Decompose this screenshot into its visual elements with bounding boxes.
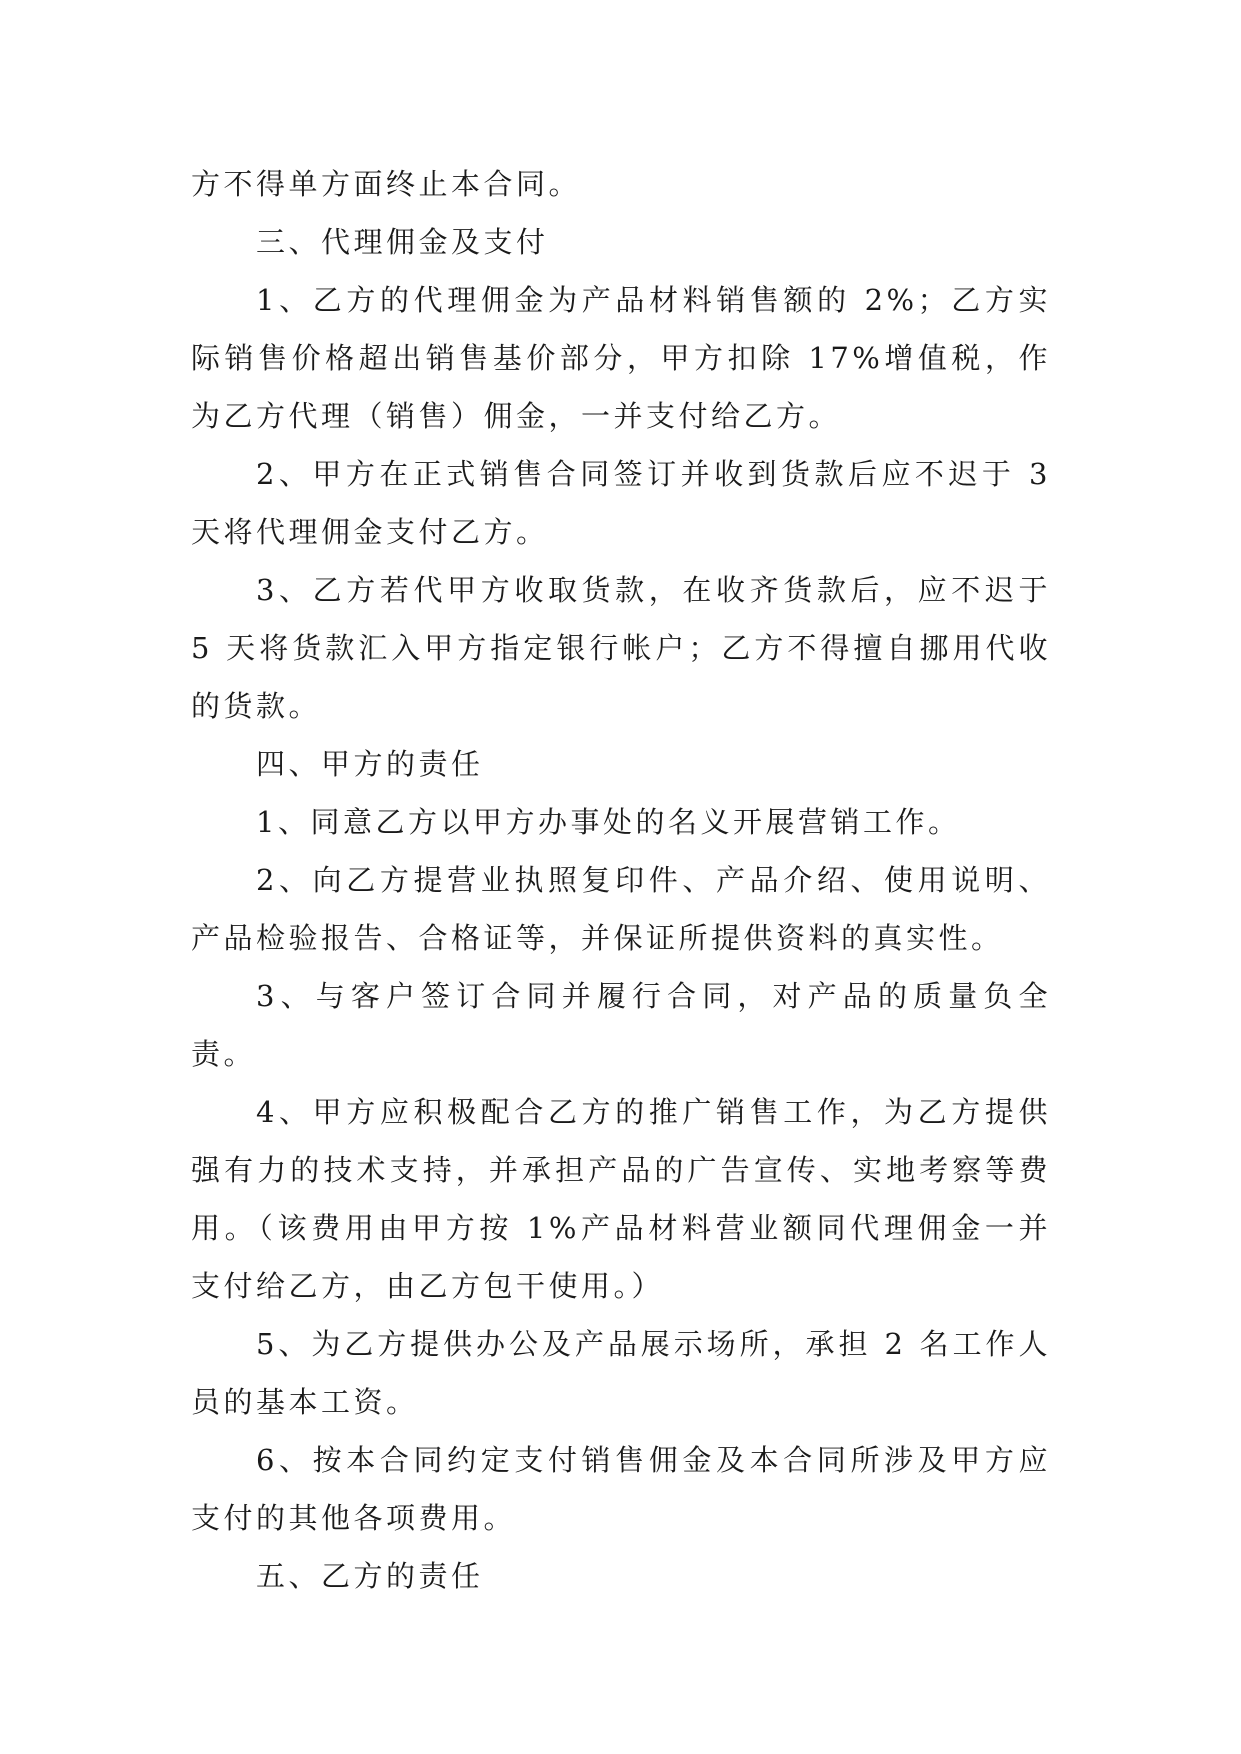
clause-party-a-5: 5、为乙方提供办公及产品展示场所，承担 2 名工作人员的基本工资。 [191,1327,1051,1419]
clause-commission-rate: 1、乙方的代理佣金为产品材料销售额的 2%；乙方实际销售价格超出销售基价部分，甲方扣除 17%增值税，作为乙方代理（销售）佣金，一并支付给乙方。 [191,283,1051,433]
section-heading-party-b-duties: 五、乙方的责任 [256,1559,484,1593]
section-heading-party-a-duties: 四、甲方的责任 [256,747,484,781]
clause-party-a-4: 4、甲方应积极配合乙方的推广销售工作，为乙方提供强有力的技术支持，并承担产品的广告宣传、实地考察等费用。（该费用由甲方按 1%产品材料营业额同代理佣金一并支付给乙方，由乙方包干使用。） [191,1095,1051,1303]
clause-party-a-2: 2、向乙方提营业执照复印件、产品介绍、使用说明、产品检验报告、合格证等，并保证所提供资料的真实性。 [191,863,1051,955]
clause-party-a-3: 3、与客户签订合同并履行合同，对产品的质量负全责。 [191,979,1051,1071]
section-heading-commission: 三、代理佣金及支付 [256,225,549,259]
clause-payment-collection: 3、乙方若代甲方收取货款，在收齐货款后，应不迟于 5 天将货款汇入甲方指定银行帐户；乙方不得擅自挪用代收的货款。 [191,573,1051,723]
clause-party-a-1: 1、同意乙方以甲方办事处的名义开展营销工作。 [256,805,961,839]
paragraph-continuation: 方不得单方面终止本合同。 [191,167,582,201]
clause-commission-payment-time: 2、甲方在正式销售合同签订并收到货款后应不迟于 3 天将代理佣金支付乙方。 [191,457,1051,549]
document-body [191,155,1051,1605]
clause-party-a-6: 6、按本合同约定支付销售佣金及本合同所涉及甲方应支付的其他各项费用。 [191,1443,1051,1535]
